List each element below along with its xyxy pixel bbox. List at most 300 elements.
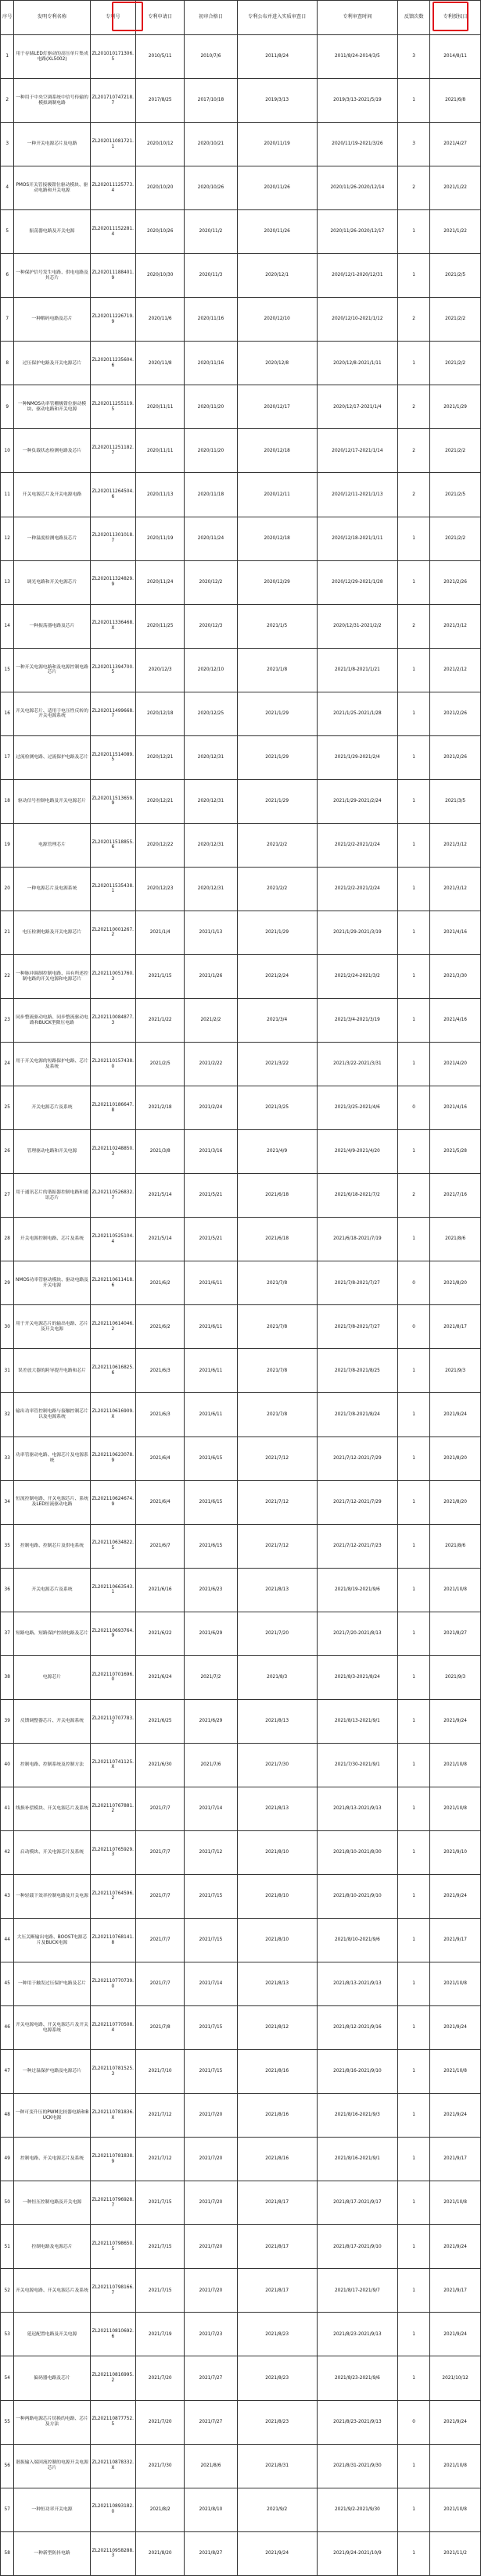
cell-pass-date: 2021/7/20 (185, 2094, 237, 2138)
cell-grant-date: 2021/9/24 (430, 2094, 481, 2138)
cell-feedback-count: 1 (398, 1349, 430, 1393)
cell-grant-date: 2021/9/24 (430, 2400, 481, 2444)
table-row (1, 1436, 481, 1480)
cell-grant-date: 2021/9/24 (430, 1393, 481, 1436)
cell-pass-date: 2021/5/21 (185, 1218, 237, 1261)
cell-pass-date: 2010/7/6 (185, 35, 237, 79)
cell-index: 38 (1, 1655, 14, 1699)
cell-name: NMOS功率管驱动模块、驱动电路及开关电源 (14, 1261, 90, 1305)
cell-review-time: 2021/7/12-2021/7/23 (317, 1524, 397, 1568)
cell-feedback-count: 1 (398, 560, 430, 604)
cell-review-time: 2021/2/2-2021/2/24 (317, 823, 397, 867)
cell-number: ZL201010171306.5 (90, 35, 136, 79)
cell-name: 误差放大器的跨导提升电路和芯片 (14, 1349, 90, 1393)
cell-publish-date: 2021/7/30 (237, 1743, 317, 1787)
cell-apply-date: 2021/6/25 (136, 1699, 185, 1743)
cell-review-time: 2020/12/11-2021/1/13 (317, 473, 397, 517)
cell-name: 线损补偿模块、开关电源芯片及系统 (14, 1787, 90, 1830)
cell-grant-date: 2021/10/8 (430, 2050, 481, 2094)
cell-name: 一种用于中央空调系统中信号传输的模拟调制电路 (14, 79, 90, 123)
cell-grant-date: 2021/9/17 (430, 2269, 481, 2313)
table-row (1, 210, 481, 254)
cell-number: ZL202110616909.X (90, 1393, 136, 1436)
cell-review-time: 2021/2/24-2021/3/2 (317, 954, 397, 998)
cell-publish-date: 2021/8/17 (237, 2269, 317, 2313)
cell-apply-date: 2021/2/18 (136, 1086, 185, 1130)
cell-apply-date: 2021/7/15 (136, 2269, 185, 2313)
cell-grant-date: 2021/8/6 (430, 1218, 481, 1261)
cell-name: 同步整流驱动电路、同步整流驱动电路和BUCK型降压电路 (14, 999, 90, 1043)
cell-publish-date: 2021/1/29 (237, 692, 317, 735)
cell-feedback-count: 1 (398, 2138, 430, 2181)
cell-feedback-count: 1 (398, 999, 430, 1043)
cell-apply-date: 2021/7/12 (136, 2138, 185, 2181)
cell-review-time: 2021/8/13-2021/9/13 (317, 1787, 397, 1830)
cell-name: 一种NMOS功率管栅极钳位驱动模块、驱动电路和开关电源 (14, 385, 90, 429)
cell-index: 15 (1, 648, 14, 692)
cell-feedback-count: 0 (398, 1086, 430, 1130)
cell-pass-date: 2021/7/15 (185, 1874, 237, 1918)
cell-review-time: 2021/8/17-2021/9/7 (317, 2269, 397, 2313)
table-row (1, 1743, 481, 1787)
cell-index: 5 (1, 210, 14, 254)
cell-publish-date: 2020/12/8 (237, 342, 317, 385)
cell-index: 51 (1, 2225, 14, 2269)
cell-pass-date: 2020/12/25 (185, 692, 237, 735)
cell-review-time: 2020/12/29-2021/1/28 (317, 560, 397, 604)
cell-pass-date: 2020/10/21 (185, 123, 237, 166)
cell-index: 39 (1, 1699, 14, 1743)
cell-grant-date: 2021/2/5 (430, 473, 481, 517)
table-row (1, 999, 481, 1043)
table-row (1, 1962, 481, 2006)
cell-apply-date: 2020/11/13 (136, 473, 185, 517)
cell-grant-date: 2021/9/24 (430, 1874, 481, 1918)
cell-publish-date: 2021/8/10 (237, 1830, 317, 1874)
cell-grant-date: 2021/1/22 (430, 210, 481, 254)
cell-publish-date: 2021/3/22 (237, 1043, 317, 1086)
table-row (1, 954, 481, 998)
table-row (1, 1699, 481, 1743)
table-row (1, 1787, 481, 1830)
cell-apply-date: 2021/6/16 (136, 1568, 185, 1612)
cell-name: 用于开关电源芯片的输出电路、芯片及开关电源 (14, 1305, 90, 1349)
cell-grant-date: 2021/10/8 (430, 2444, 481, 2488)
cell-name: 电源芯片 (14, 1655, 90, 1699)
cell-publish-date: 2020/12/1 (237, 254, 317, 298)
cell-index: 1 (1, 35, 14, 79)
cell-grant-date: 2021/2/26 (430, 735, 481, 779)
cell-grant-date: 2021/9/10 (430, 1830, 481, 1874)
cell-publish-date: 2021/8/13 (237, 1962, 317, 2006)
cell-publish-date: 2021/7/12 (237, 1524, 317, 1568)
cell-grant-date: 2021/9/24 (430, 2225, 481, 2269)
cell-apply-date: 2021/6/3 (136, 1349, 185, 1393)
cell-grant-date: 2021/9/17 (430, 1919, 481, 1962)
cell-apply-date: 2021/6/22 (136, 1612, 185, 1655)
table-row (1, 385, 481, 429)
cell-apply-date: 2020/11/8 (136, 342, 185, 385)
cell-index: 40 (1, 1743, 14, 1787)
cell-name: 一种温度检测电路及芯片 (14, 517, 90, 560)
cell-grant-date: 2021/3/30 (430, 954, 481, 998)
cell-grant-date: 2021/2/26 (430, 692, 481, 735)
table-row (1, 779, 481, 823)
cell-index: 42 (1, 1830, 14, 1874)
cell-apply-date: 2021/7/7 (136, 1830, 185, 1874)
cell-name: 用于存储LED灯驱动的高压单片集成电路(XL5002) (14, 35, 90, 79)
cell-index: 44 (1, 1919, 14, 1962)
cell-pass-date: 2021/7/23 (185, 2313, 237, 2356)
cell-grant-date: 2021/3/12 (430, 823, 481, 867)
cell-pass-date: 2021/6/29 (185, 1699, 237, 1743)
table-row (1, 911, 481, 954)
table-row (1, 648, 481, 692)
cell-publish-date: 2021/8/13 (237, 1699, 317, 1743)
cell-pass-date: 2020/12/31 (185, 735, 237, 779)
cell-number: ZL202110768141.8 (90, 1919, 136, 1962)
cell-apply-date: 2020/11/24 (136, 560, 185, 604)
cell-publish-date: 2021/7/20 (237, 1612, 317, 1655)
cell-name: PMOS开关管接极钳位驱动模块、驱动电路和开关电源 (14, 166, 90, 210)
cell-feedback-count: 1 (398, 1436, 430, 1480)
cell-index: 56 (1, 2444, 14, 2488)
cell-feedback-count: 1 (398, 1218, 430, 1261)
cell-feedback-count: 1 (398, 1130, 430, 1174)
cell-index: 4 (1, 166, 14, 210)
cell-feedback-count: 1 (398, 2094, 430, 2138)
cell-apply-date: 2021/7/20 (136, 2356, 185, 2400)
cell-feedback-count: 1 (398, 254, 430, 298)
cell-review-time: 2021/8/3-2021/8/24 (317, 1655, 397, 1699)
cell-publish-date: 2021/7/8 (237, 1305, 317, 1349)
table-row (1, 867, 481, 911)
cell-publish-date: 2021/1/8 (237, 648, 317, 692)
cell-apply-date: 2021/7/10 (136, 2050, 185, 2094)
cell-feedback-count: 1 (398, 954, 430, 998)
cell-name: 反馈调整器芯片、开关电源系统 (14, 1699, 90, 1743)
cell-publish-date: 2021/9/2 (237, 2488, 317, 2531)
cell-publish-date: 2021/3/25 (237, 1086, 317, 1130)
cell-index: 46 (1, 2006, 14, 2050)
cell-name: 用于开关电源的短路保护电路、芯片及系统 (14, 1043, 90, 1086)
cell-pass-date: 2021/6/15 (185, 1524, 237, 1568)
cell-apply-date: 2021/6/3 (136, 1393, 185, 1436)
cell-index: 9 (1, 385, 14, 429)
cell-apply-date: 2021/8/2 (136, 2488, 185, 2531)
cell-number: ZL202011535438.1 (90, 867, 136, 911)
cell-publish-date: 2020/12/18 (237, 517, 317, 560)
cell-number: ZL201710747218.7 (90, 79, 136, 123)
cell-apply-date: 2021/1/4 (136, 911, 185, 954)
cell-pass-date: 2020/10/26 (185, 166, 237, 210)
cell-index: 30 (1, 1305, 14, 1349)
cell-number: ZL202110781836.X (90, 2094, 136, 2138)
cell-number: ZL202011255119.5 (90, 385, 136, 429)
cell-pass-date: 2021/7/2 (185, 1655, 237, 1699)
cell-index: 6 (1, 254, 14, 298)
cell-pass-date: 2021/6/15 (185, 1436, 237, 1480)
cell-number: ZL202110798166.7 (90, 2269, 136, 2313)
cell-name: 控制电路、控制芯片及供电系统 (14, 1524, 90, 1568)
cell-publish-date: 2021/2/2 (237, 823, 317, 867)
cell-feedback-count: 1 (398, 1830, 430, 1874)
cell-name: 一种恒压控制电路及开关电源 (14, 2181, 90, 2225)
cell-pass-date: 2021/7/20 (185, 2269, 237, 2313)
cell-pass-date: 2020/11/24 (185, 517, 237, 560)
cell-review-time: 2021/8/31-2021/9/30 (317, 2444, 397, 2488)
cell-apply-date: 2021/7/8 (136, 2006, 185, 2050)
table-row (1, 692, 481, 735)
cell-apply-date: 2020/12/21 (136, 779, 185, 823)
cell-number: ZL202110770508.4 (90, 2006, 136, 2050)
cell-grant-date: 2021/3/5 (430, 779, 481, 823)
cell-number: ZL202110810692.6 (90, 2313, 136, 2356)
cell-number: ZL202110816995.2 (90, 2356, 136, 2400)
cell-review-time: 2021/3/22-2021/3/31 (317, 1043, 397, 1086)
cell-index: 57 (1, 2488, 14, 2531)
cell-name: 短路电路、短路保护控制电路及芯片 (14, 1612, 90, 1655)
cell-review-time: 2021/7/8-2021/7/27 (317, 1305, 397, 1349)
cell-grant-date: 2021/4/20 (430, 1043, 481, 1086)
cell-apply-date: 2021/8/20 (136, 2531, 185, 2575)
cell-feedback-count: 0 (398, 1261, 430, 1305)
cell-grant-date: 2021/2/2 (430, 517, 481, 560)
table-row (1, 1218, 481, 1261)
cell-apply-date: 2021/7/7 (136, 1919, 185, 1962)
cell-pass-date: 2020/12/3 (185, 604, 237, 648)
cell-pass-date: 2021/2/2 (185, 999, 237, 1043)
cell-review-time: 2021/8/10-2021/8/30 (317, 1830, 397, 1874)
cell-number: ZL202011518855.6 (90, 823, 136, 867)
cell-grant-date: 2021/4/27 (430, 123, 481, 166)
cell-review-time: 2021/6/18-2021/7/2 (317, 1174, 397, 1218)
cell-feedback-count: 1 (398, 1393, 430, 1436)
cell-index: 22 (1, 954, 14, 998)
cell-apply-date: 2020/10/30 (136, 254, 185, 298)
cell-apply-date: 2021/6/7 (136, 1524, 185, 1568)
cell-name: 电源管理芯片 (14, 823, 90, 867)
cell-index: 35 (1, 1524, 14, 1568)
cell-publish-date: 2021/8/23 (237, 2313, 317, 2356)
table-row (1, 342, 481, 385)
cell-number: ZL202110765929.3 (90, 1830, 136, 1874)
cell-number: ZL202110525104.4 (90, 1218, 136, 1261)
cell-feedback-count: 1 (398, 867, 430, 911)
cell-grant-date: 2021/10/8 (430, 2488, 481, 2531)
cell-name: 一种负载状态检测电路及芯片 (14, 429, 90, 473)
cell-number: ZL202011226719.9 (90, 298, 136, 342)
cell-pass-date: 2020/11/16 (185, 298, 237, 342)
cell-index: 48 (1, 2094, 14, 2138)
cell-index: 7 (1, 298, 14, 342)
cell-number: ZL202110764596.2 (90, 1874, 136, 1918)
cell-feedback-count: 1 (398, 2269, 430, 2313)
cell-publish-date: 2021/8/13 (237, 1568, 317, 1612)
cell-publish-date: 2021/7/8 (237, 1261, 317, 1305)
cell-name: 谐振输入端回流控制的电源开关电源芯片 (14, 2444, 90, 2488)
cell-review-time: 2021/8/13-2021/9/1 (317, 1699, 397, 1743)
cell-apply-date: 2021/7/30 (136, 2444, 185, 2488)
cell-pass-date: 2021/7/14 (185, 1962, 237, 2006)
table-row (1, 2094, 481, 2138)
cell-name: 一种两路电源芯片切换的电路、芯片及方法 (14, 2400, 90, 2444)
cell-apply-date: 2021/5/14 (136, 1218, 185, 1261)
header-index: 序号 (1, 1, 14, 35)
cell-review-time: 2021/1/29-2021/2/24 (317, 779, 397, 823)
table-row (1, 1830, 481, 1874)
cell-pass-date: 2021/6/11 (185, 1393, 237, 1436)
cell-name: 开关电源电路、开关电源芯片及系统 (14, 2269, 90, 2313)
cell-index: 24 (1, 1043, 14, 1086)
cell-feedback-count: 1 (398, 1874, 430, 1918)
cell-grant-date: 2021/9/3 (430, 1655, 481, 1699)
cell-name: 控制电路、开关电源芯片及系统 (14, 2138, 90, 2181)
cell-pass-date: 2020/11/3 (185, 254, 237, 298)
cell-review-time: 2021/8/16-2021/9/1 (317, 2138, 397, 2181)
cell-number: ZL202110084877.3 (90, 999, 136, 1043)
cell-number: ZL202110693764.9 (90, 1612, 136, 1655)
cell-feedback-count: 1 (398, 210, 430, 254)
cell-review-time: 2011/8/24-2014/3/5 (317, 35, 397, 79)
cell-index: 43 (1, 1874, 14, 1918)
cell-name: 一种轻载下效率控制电路及开关电源 (14, 1874, 90, 1918)
cell-review-time: 2020/12/8-2021/1/11 (317, 342, 397, 385)
cell-review-time: 2020/11/26-2020/12/14 (317, 166, 397, 210)
cell-number: ZL202110663543.1 (90, 1568, 136, 1612)
cell-publish-date: 2021/8/16 (237, 2094, 317, 2138)
cell-index: 54 (1, 2356, 14, 2400)
cell-publish-date: 2021/8/31 (237, 2444, 317, 2488)
cell-index: 17 (1, 735, 14, 779)
cell-index: 47 (1, 2050, 14, 2094)
cell-feedback-count: 1 (398, 2356, 430, 2400)
cell-index: 21 (1, 911, 14, 954)
cell-number: ZL202110798650.5 (90, 2225, 136, 2269)
table-row (1, 517, 481, 560)
cell-review-time: 2021/7/8-2021/7/27 (317, 1261, 397, 1305)
cell-number: ZL202110741125.X (90, 1743, 136, 1787)
header-feedback-count: 反馈次数 (398, 1, 430, 35)
cell-grant-date: 2021/10/8 (430, 1743, 481, 1787)
table-row (1, 166, 481, 210)
cell-pass-date: 2020/12/2 (185, 560, 237, 604)
cell-number: ZL202011235604.6 (90, 342, 136, 385)
cell-review-time: 2020/12/18-2021/1/11 (317, 517, 397, 560)
cell-index: 32 (1, 1393, 14, 1436)
cell-publish-date: 2021/1/29 (237, 911, 317, 954)
cell-index: 29 (1, 1261, 14, 1305)
cell-apply-date: 2017/8/25 (136, 79, 185, 123)
table-row (1, 2225, 481, 2269)
cell-index: 27 (1, 1174, 14, 1218)
table-row (1, 254, 481, 298)
cell-grant-date: 2021/4/16 (430, 911, 481, 954)
cell-grant-date: 2021/1/29 (430, 385, 481, 429)
cell-index: 20 (1, 867, 14, 911)
cell-feedback-count: 1 (398, 648, 430, 692)
cell-number: ZL202011301018.7 (90, 517, 136, 560)
cell-number: ZL202110624674.9 (90, 1480, 136, 1524)
cell-apply-date: 2020/12/3 (136, 648, 185, 692)
cell-feedback-count: 1 (398, 1743, 430, 1787)
cell-index: 33 (1, 1436, 14, 1480)
table-row (1, 2444, 481, 2488)
cell-publish-date: 2021/1/29 (237, 735, 317, 779)
cell-grant-date: 2021/10/8 (430, 1962, 481, 2006)
cell-review-time: 2021/7/8-2021/8/25 (317, 1349, 397, 1393)
cell-number: ZL202110878332.X (90, 2444, 136, 2488)
cell-feedback-count: 1 (398, 1787, 430, 1830)
table-row (1, 735, 481, 779)
header-name: 发明专利名称 (14, 1, 90, 35)
cell-pass-date: 2021/6/11 (185, 1261, 237, 1305)
cell-number: ZL202110001267.2 (90, 911, 136, 954)
cell-pass-date: 2020/11/20 (185, 385, 237, 429)
cell-publish-date: 2021/2/2 (237, 867, 317, 911)
cell-feedback-count: 1 (398, 1612, 430, 1655)
cell-index: 2 (1, 79, 14, 123)
cell-name: 一种解码电路及芯片 (14, 298, 90, 342)
cell-apply-date: 2020/11/11 (136, 385, 185, 429)
cell-review-time: 2020/11/26-2020/12/17 (317, 210, 397, 254)
cell-feedback-count: 2 (398, 166, 430, 210)
cell-apply-date: 2021/3/8 (136, 1130, 185, 1174)
cell-name: 偏码器电路及芯片 (14, 2356, 90, 2400)
cell-name: 一种保护信号发生电路、供电电路及其芯片 (14, 254, 90, 298)
cell-number: ZL202110770739.0 (90, 1962, 136, 2006)
cell-publish-date: 2021/7/8 (237, 1393, 317, 1436)
cell-pass-date: 2021/5/21 (185, 1174, 237, 1218)
cell-name: 一种振荡器电路及芯片 (14, 604, 90, 648)
cell-pass-date: 2021/7/20 (185, 2138, 237, 2181)
cell-review-time: 2021/9/2-2021/9/30 (317, 2488, 397, 2531)
cell-pass-date: 2020/12/31 (185, 867, 237, 911)
cell-feedback-count: 1 (398, 911, 430, 954)
cell-pass-date: 2021/7/20 (185, 2225, 237, 2269)
cell-feedback-count: 0 (398, 1305, 430, 1349)
cell-grant-date: 2021/8/20 (430, 1480, 481, 1524)
cell-number: ZL202110616825.6 (90, 1349, 136, 1393)
table-row (1, 2269, 481, 2313)
cell-feedback-count: 2 (398, 429, 430, 473)
table-row (1, 429, 481, 473)
cell-review-time: 2020/12/17-2021/1/4 (317, 385, 397, 429)
cell-pass-date: 2021/8/6 (185, 2444, 237, 2488)
cell-name: 一种可变升压的PWM比较器电路和BUCK电源 (14, 2094, 90, 2138)
cell-publish-date: 2020/12/11 (237, 473, 317, 517)
cell-feedback-count: 1 (398, 692, 430, 735)
cell-review-time: 2020/12/17-2021/1/14 (317, 429, 397, 473)
cell-review-time: 2021/8/16-2021/9/3 (317, 2094, 397, 2138)
cell-pass-date: 2021/1/26 (185, 954, 237, 998)
cell-publish-date: 2021/9/24 (237, 2531, 317, 2575)
cell-pass-date: 2017/10/18 (185, 79, 237, 123)
cell-apply-date: 2020/11/11 (136, 429, 185, 473)
cell-index: 12 (1, 517, 14, 560)
cell-apply-date: 2020/10/20 (136, 166, 185, 210)
cell-publish-date: 2021/7/12 (237, 1436, 317, 1480)
cell-index: 36 (1, 1568, 14, 1612)
table-row (1, 1043, 481, 1086)
table-row (1, 1393, 481, 1436)
cell-pass-date: 2021/7/27 (185, 2356, 237, 2400)
table-row (1, 1612, 481, 1655)
cell-index: 16 (1, 692, 14, 735)
cell-number: ZL202110767881.2 (90, 1787, 136, 1830)
cell-number: ZL202110051760.3 (90, 954, 136, 998)
cell-feedback-count: 1 (398, 1962, 430, 2006)
